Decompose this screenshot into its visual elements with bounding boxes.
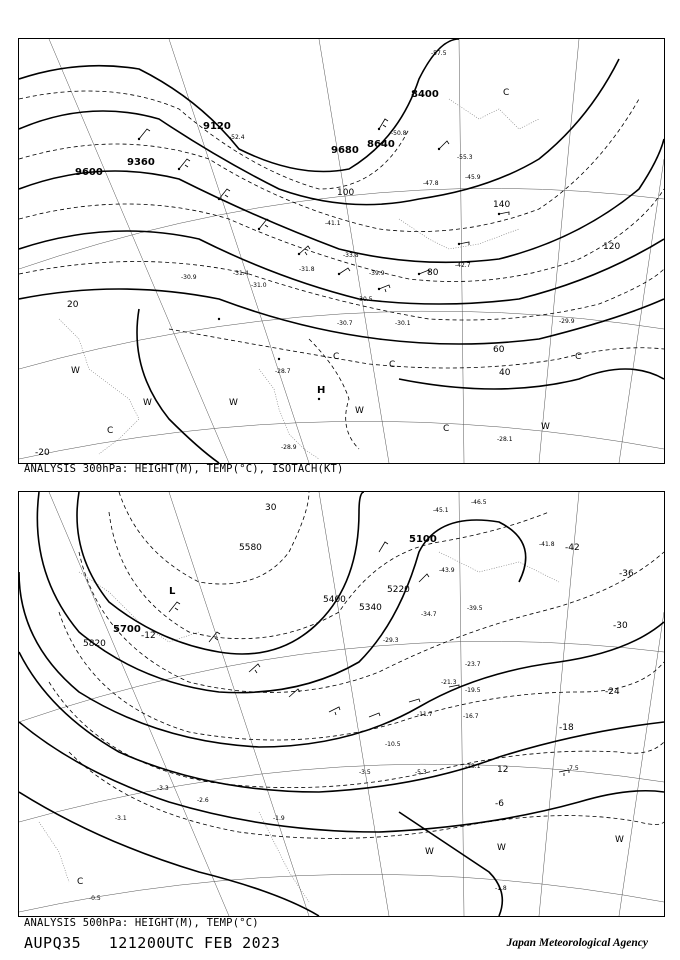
temp-label: -0.5 [89, 895, 101, 902]
height-label-9120: 9120 [203, 121, 231, 132]
temp-label: -1.9 [273, 815, 285, 822]
isotach-label-20: 20 [67, 300, 79, 310]
warm-center-mark: W [615, 835, 624, 845]
map-500hpa-canvas [19, 492, 664, 916]
cold-center-mark: C [443, 424, 450, 434]
warm-center-mark: W [497, 843, 506, 853]
temp-label: -46.5 [471, 499, 487, 506]
agency-name: Japan Meteorological Agency [506, 937, 648, 949]
temp-label: -28.7 [275, 368, 291, 375]
isotherm-label-30: 30 [265, 503, 277, 513]
chart-identifier [24, 934, 298, 952]
temp-label: -3.1 [115, 815, 127, 822]
temp-label: -41.1 [325, 220, 341, 227]
graticule [19, 492, 664, 916]
temp-label: -2.6 [197, 797, 209, 804]
temp-label: -30.9 [181, 274, 197, 281]
valid-time: 121200UTC FEB 2023 [108, 934, 281, 952]
cold-center-mark: C [503, 88, 510, 98]
isotach-label-40: 40 [499, 368, 511, 378]
height-label-5400: 5400 [323, 595, 346, 605]
warm-center-mark: W [71, 366, 80, 376]
temp-label: -33.8 [343, 252, 359, 259]
temp-label: -30.5 [357, 296, 373, 303]
height-label-8400: 8400 [411, 89, 439, 100]
temp-label: -5.3 [415, 769, 427, 776]
map-300hpa [18, 38, 665, 464]
temp-label: -43.9 [439, 567, 455, 574]
cold-center-mark: C [389, 360, 396, 370]
map-500hpa [18, 491, 665, 917]
height-labels [75, 89, 439, 178]
temp-label: -3.3 [157, 785, 169, 792]
temp-label: -1.8 [495, 885, 507, 892]
temp-label: -39.5 [467, 605, 483, 612]
isotherm-label-30: -30 [613, 621, 628, 631]
isotach-label-100: 100 [337, 188, 355, 198]
temp-label: -10.5 [385, 741, 401, 748]
temp-label: -34.7 [421, 611, 437, 618]
low-center-mark: L [169, 586, 176, 597]
warm-center-mark: W [355, 406, 364, 416]
temp-label: -29.3 [383, 637, 399, 644]
warm-center-mark: W [143, 398, 152, 408]
temp-label: -23.7 [465, 661, 481, 668]
pressure-centers [77, 586, 624, 887]
temp-label: -30.7 [337, 320, 353, 327]
bulletin-id: AUPQ35 [24, 934, 82, 952]
isotach-label-120: 120 [603, 242, 621, 252]
temp-label: -16.7 [463, 713, 479, 720]
height-label-5220: 5220 [387, 585, 410, 595]
cold-center-mark: C [107, 426, 114, 436]
temp-label: -21.3 [441, 679, 457, 686]
temp-label: -30.1 [395, 320, 411, 327]
temp-label: -19.5 [465, 687, 481, 694]
isotherm-labels [141, 503, 634, 809]
temp-label: -39.9 [369, 270, 385, 277]
temp-label: -50.8 [391, 130, 407, 137]
height-label-9680: 9680 [331, 145, 359, 156]
height-label-5340: 5340 [359, 603, 382, 613]
isotherm-label-12: 12 [497, 765, 509, 775]
isotherm-label-36: -36 [619, 569, 634, 579]
temp-label: -42.7 [455, 262, 471, 269]
graticule [19, 39, 664, 463]
isotherm-label-42: -42 [565, 543, 580, 553]
height-contours [19, 492, 664, 916]
height-label-5100: 5100 [409, 534, 437, 545]
temp-label: -45.9 [465, 174, 481, 181]
cold-center-mark: C [77, 877, 84, 887]
height-label-5820: 5820 [83, 639, 106, 649]
temp-label: -31.4 [233, 270, 249, 277]
station-plots [138, 128, 500, 400]
temp-label: -7.5 [567, 765, 579, 772]
warm-center-mark: W [425, 847, 434, 857]
temp-label: -57.5 [431, 50, 447, 57]
temp-label: -20 [35, 448, 50, 458]
isotach-labels [67, 188, 620, 378]
map-300hpa-canvas [19, 39, 664, 463]
isotherm-label-12: -12 [141, 631, 156, 641]
temperature-labels [89, 499, 579, 902]
temp-label: -52.4 [229, 134, 245, 141]
warm-center-mark: W [541, 422, 550, 432]
panel-caption-300hpa: ANALYSIS 300hPa: HEIGHT(M), TEMP(°C), ISOTACH(KT) [24, 463, 344, 475]
temp-label: -45.1 [433, 507, 449, 514]
temp-label: -55.3 [457, 154, 473, 161]
wind-barbs [169, 542, 569, 776]
temp-label: -31.0 [251, 282, 267, 289]
temp-label: -11.7 [417, 711, 433, 718]
height-contours [19, 39, 664, 463]
isotherm-label-24: -24 [605, 687, 620, 697]
cold-center-mark: C [575, 352, 582, 362]
temp-label: -13.1 [465, 763, 481, 770]
height-label-5580: 5580 [239, 543, 262, 553]
height-label-5700: 5700 [113, 624, 141, 635]
temp-label: -41.8 [539, 541, 555, 548]
wind-barbs [139, 119, 509, 292]
warm-center-mark: W [229, 398, 238, 408]
temp-label: -3.5 [359, 769, 371, 776]
temp-label: -47.8 [423, 180, 439, 187]
coastline [59, 99, 539, 459]
cold-center-mark: C [333, 352, 340, 362]
isotach-label-80: 80 [427, 268, 439, 278]
isotherm-label-18: -18 [559, 723, 574, 733]
isotherm-label-6: -6 [495, 799, 504, 809]
isotach-label-60: 60 [493, 345, 505, 355]
high-center-mark: H [317, 385, 326, 396]
temp-label: -28.9 [281, 444, 297, 451]
isotach-label-140: 140 [493, 200, 511, 210]
panel-caption-500hpa: ANALYSIS 500hPa: HEIGHT(M), TEMP(°C) [24, 917, 259, 929]
temp-label: -28.1 [497, 436, 513, 443]
height-label-8640: 8640 [367, 139, 395, 150]
height-label-9360: 9360 [127, 157, 155, 168]
temp-label: -29.9 [559, 318, 575, 325]
temp-label: -31.8 [299, 266, 315, 273]
height-label-9600: 9600 [75, 167, 103, 178]
